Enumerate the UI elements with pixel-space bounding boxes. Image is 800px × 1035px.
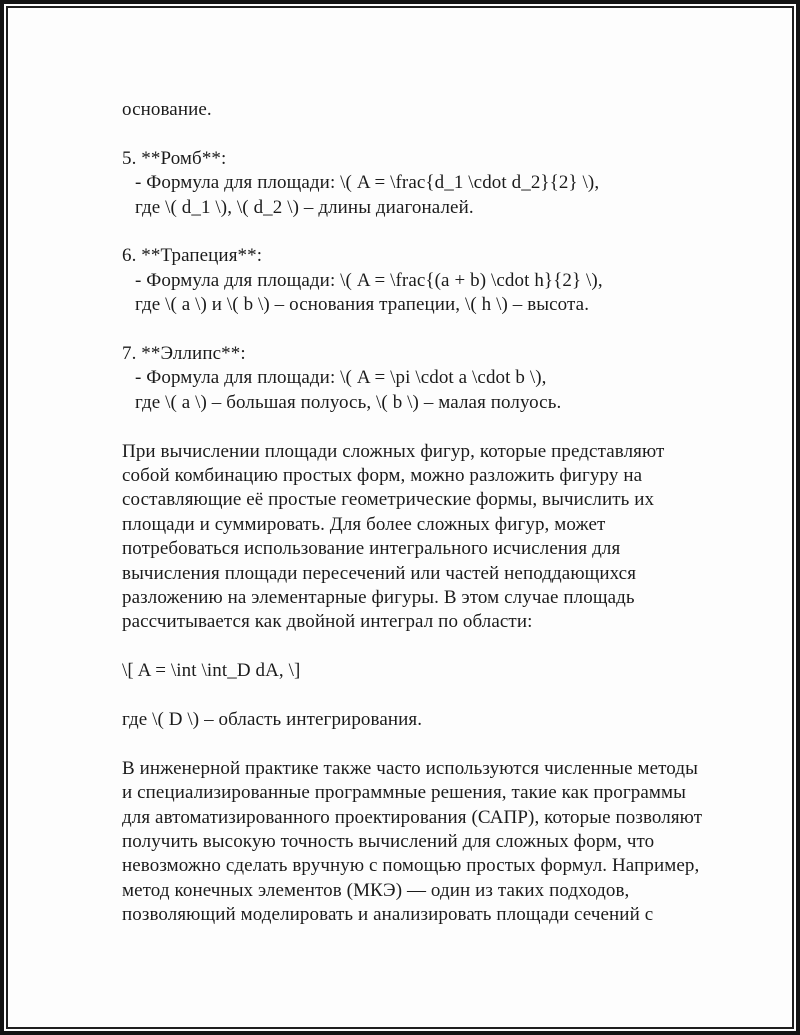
text-line: - Формула для площади: \( A = \frac{d_1 \cdot d_2}{2} \), (135, 172, 600, 194)
formula-double-integral (122, 659, 722, 683)
text-line: 6. **Трапеция**: (122, 245, 263, 267)
text-line: метод конечных элементов (МКЭ) — один из таких подходов, (122, 879, 630, 901)
line-where-D-region (122, 708, 722, 732)
text-line: При вычислении площади сложных фигур, которые представляют (122, 440, 665, 462)
text-line: 7. **Эллипс**: (122, 343, 246, 365)
text-line: и специализированные программные решения, такие как программы (122, 782, 686, 804)
document-content (122, 98, 722, 928)
text-line: составляющие её простые геометрические формы, вычислить их (122, 489, 655, 511)
text-line: где \( a \) и \( b \) – основания трапеции, \( h \) – высота. (135, 294, 590, 316)
text-line: собой комбинацию простых форм, можно разложить фигуру на (122, 465, 643, 487)
list-item-6-trapezoid (122, 244, 722, 317)
text-line: позволяющий моделировать и анализировать площади сечений с (122, 904, 654, 926)
text-line: рассчитывается как двойной интеграл по области: (122, 611, 533, 633)
text-line: - Формула для площади: \( A = \pi \cdot a \cdot b \), (135, 367, 547, 389)
text-line: где \( a \) – большая полуось, \( b \) – малая полуось. (135, 391, 562, 413)
text-line: В инженерной практике также часто используются численные методы (122, 757, 698, 779)
text-line: основание. (122, 99, 212, 120)
text-line: для автоматизированного проектирования (САПР), которые позволяют (122, 806, 703, 828)
paragraph-fragment-base (122, 98, 722, 122)
text-line: получить высокую точность вычислений для сложных форм, что (122, 831, 655, 853)
text-line: 5. **Ромб**: (122, 147, 227, 169)
text-line: невозможно сделать вручную с помощью простых формул. Например, (122, 855, 700, 877)
list-item-7-ellipse (122, 342, 722, 415)
text-line: где \( d_1 \), \( d_2 \) – длины диагоналей. (135, 196, 474, 218)
text-line: вычисления площади пересечений или частей неподдающихся (122, 562, 637, 584)
text-line: \[ A = \int \int_D dA, \] (122, 660, 301, 682)
list-item-5-rhombus (122, 147, 722, 220)
paragraph-engineering-practice (122, 757, 722, 928)
text-line: - Формула для площади: \( A = \frac{(a + b) \cdot h}{2} \), (135, 269, 603, 291)
paragraph-complex-figures (122, 440, 722, 635)
text-line: площади и суммировать. Для более сложных фигур, может (122, 513, 606, 535)
text-line: где \( D \) – область интегрирования. (122, 709, 423, 731)
text-line: потребоваться использование интегрального исчисления для (122, 538, 621, 560)
text-line: разложению на элементарные фигуры. В этом случае площадь (122, 587, 635, 609)
